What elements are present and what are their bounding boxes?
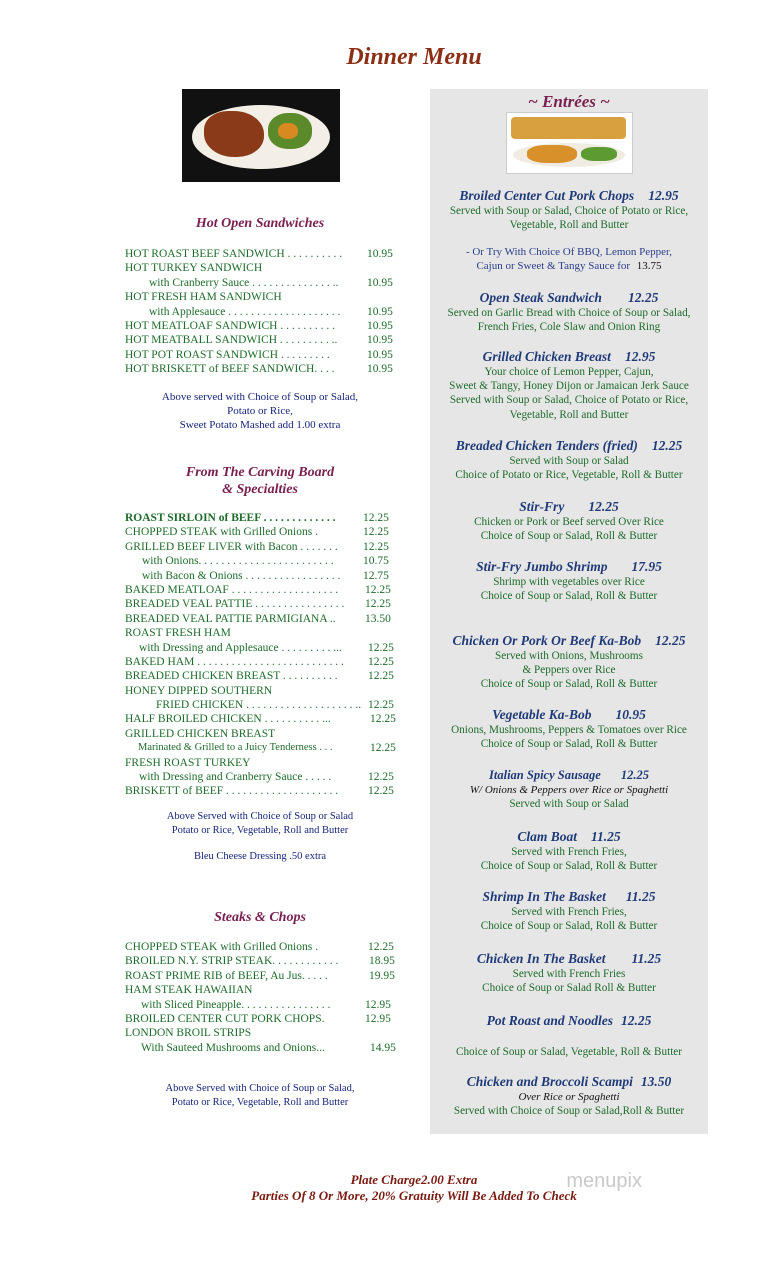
list-item: HOT TURKEY SANDWICH bbox=[125, 262, 263, 275]
list-item: HAM STEAK HAWAIIAN bbox=[125, 984, 253, 997]
list-item: FRIED CHICKEN . . . . . . . . . . . . . . . . . . . .. 12.25 bbox=[156, 699, 394, 712]
carving-note: Above Served with Choice of Soup or Salad Potato or Rice, Vegetable, Roll and Butter bbox=[166, 811, 354, 836]
list-item: HOT POT ROAST SANDWICH . . . . . . . . . 10.95 bbox=[125, 348, 393, 361]
list-item: BREADED VEAL PATTIE . . . . . . . . . . . . . . . . 12.25 bbox=[125, 598, 391, 611]
bleu-cheese-note: Bleu Cheese Dressing .50 extra bbox=[193, 851, 327, 862]
list-item: ROAST FRESH HAM bbox=[125, 627, 231, 640]
list-item: BROILED N.Y. STRIP STEAK. . . . . . . . . . . . 18.95 bbox=[125, 955, 395, 968]
hot-open-note: Above served with Choice of Soup or Salad, Potato or Rice, Sweet Potato Mashed add 1.00 extra bbox=[161, 391, 359, 431]
list-item: BAKED HAM . . . . . . . . . . . . . . . . . . . . . . . . . . 12.25 bbox=[125, 655, 394, 668]
steaks-heading: Steaks & Chops bbox=[214, 910, 306, 925]
list-item: GRILLED CHICKEN BREAST bbox=[125, 727, 276, 740]
list-item: HOT MEATLOAF SANDWICH . . . . . . . . . . 10.95 bbox=[125, 319, 393, 332]
list-item: Marinated & Grilled to a Juicy Tenderness . . . 12.25 bbox=[138, 742, 396, 755]
plate-charge-note: Plate Charge2.00 Extra bbox=[350, 1172, 478, 1187]
entrees-photo bbox=[506, 112, 633, 174]
steaks-list bbox=[125, 940, 400, 1055]
entree-italian-sausage: Italian Spicy Sausage 12.25 W/ Onions & Peppers over Rice or Spaghetti Served with Soup or Salad bbox=[469, 768, 669, 810]
entree-chicken-tenders: Breaded Chicken Tenders (fried) 12.25 Served with Soup or Salad Choice of Potato or Rice, Vegetable, Roll & Butter bbox=[455, 438, 683, 482]
list-item: HOT FRESH HAM SANDWICH bbox=[125, 291, 282, 304]
gratuity-note: Parties Of 8 Or More, 20% Gratuity Will Be Added To Check bbox=[251, 1188, 577, 1203]
list-item: LONDON BROIL STRIPS bbox=[125, 1027, 252, 1040]
page-title: Dinner Menu bbox=[346, 44, 482, 70]
list-item: with Dressing and Cranberry Sauce . . . . . 12.25 bbox=[139, 771, 394, 784]
list-item: with Cranberry Sauce . . . . . . . . . . . . . . .. 10.95 bbox=[149, 276, 393, 289]
list-item: with Dressing and Applesauce . . . . . . . . . ... 12.25 bbox=[139, 641, 394, 654]
list-item: With Sauteed Mushrooms and Onions... 14.95 bbox=[141, 1041, 396, 1054]
watermark: menupix bbox=[566, 1170, 642, 1192]
entree-shrimp-basket: Shrimp In The Basket 11.25 Served with French Fries, Choice of Soup or Salad, Roll & Butter bbox=[480, 889, 658, 933]
carving-heading: From The Carving Board & Specialties bbox=[185, 465, 335, 497]
entrees-heading: ~ Entrées ~ bbox=[528, 92, 610, 111]
list-item: ROAST PRIME RIB of BEEF, Au Jus. . . . . 19.95 bbox=[125, 969, 395, 982]
list-item: CHOPPED STEAK with Grilled Onions . 12.25 bbox=[125, 941, 394, 953]
entree-broccoli-scampi: Chicken and Broccoli Scampi 13.50 Over Rice or Spaghetti Served with Choice of Soup or Salad,Roll & Butter bbox=[453, 1074, 685, 1117]
list-item: with Applesauce . . . . . . . . . . . . . . . . . . . . 10.95 bbox=[149, 305, 393, 318]
list-item: HOT ROAST BEEF SANDWICH . . . . . . . . . . 10.95 bbox=[125, 248, 393, 260]
list-item: ROAST SIRLOIN of BEEF . . . . . . . . . . . . . 12.25 bbox=[125, 512, 389, 524]
list-item: with Onions. . . . . . . . . . . . . . . . . . . . . . . . 10.75 bbox=[142, 555, 389, 568]
list-item: CHOPPED STEAK with Grilled Onions . 12.25 bbox=[125, 526, 389, 539]
steaks-note: Above Served with Choice of Soup or Salad, Potato or Rice, Vegetable, Roll and Butter bbox=[165, 1083, 355, 1108]
list-item: HALF BROILED CHICKEN . . . . . . . . . . ... 12.25 bbox=[125, 713, 396, 726]
dinner-photo bbox=[182, 89, 340, 182]
list-item: GRILLED BEEF LIVER with Bacon . . . . . . . 12.25 bbox=[125, 540, 389, 553]
entree-pork-chops: Broiled Center Cut Pork Chops 12.95 Served with Soup or Salad, Choice of Potato or Rice, Vegetable, Roll and Butter bbox=[449, 188, 689, 232]
entree-grilled-chicken: Grilled Chicken Breast 12.95 Your choice of Lemon Pepper, Cajun, Sweet & Tangy, Honey Dijon or Jamaican Jerk Sauce Served with Soup or Salad, Choice of Potato or Rice, Vegetable, Roll and Butter bbox=[449, 349, 689, 421]
list-item: HOT MEATBALL SANDWICH . . . . . . . . . .. 10.95 bbox=[125, 334, 393, 347]
list-item: BROILED CENTER CUT PORK CHOPS. 12.95 bbox=[125, 1012, 391, 1025]
carving-list bbox=[125, 511, 400, 799]
list-item: BAKED MEATLOAF . . . . . . . . . . . . . . . . . . . 12.25 bbox=[125, 583, 391, 596]
entree-vegetable-ka-bob: Vegetable Ka-Bob 10.95 Onions, Mushrooms, Peppers & Tomatoes over Rice Choice of Soup or Salad, Roll & Butter bbox=[451, 707, 687, 751]
list-item: HOT BRISKETT of BEEF SANDWICH. . . . 10.95 bbox=[125, 363, 393, 376]
list-item: BRISKETT of BEEF . . . . . . . . . . . . . . . . . . . . 12.25 bbox=[125, 785, 394, 798]
entree-chicken-basket: Chicken In The Basket 11.25 Served with French Fries Choice of Soup or Salad Roll & Butter bbox=[476, 951, 662, 995]
list-item: FRESH ROAST TURKEY bbox=[125, 756, 251, 769]
entree-open-steak: Open Steak Sandwich 12.25 Served on Garlic Bread with Choice of Soup or Salad, French Fries, Cole Slaw and Onion Ring bbox=[447, 290, 691, 334]
list-item: BREADED VEAL PATTIE PARMIGIANA .. 13.50 bbox=[125, 612, 391, 625]
entree-ka-bob: Chicken Or Pork Or Beef Ka-Bob 12.25 Served with Onions, Mushrooms & Peppers over Rice Choice of Soup or Salad, Roll & Butter bbox=[452, 633, 686, 691]
list-item: BREADED CHICKEN BREAST . . . . . . . . . . 12.25 bbox=[125, 670, 394, 683]
entree-stir-fry-shrimp: Stir-Fry Jumbo Shrimp 17.95 Shrimp with vegetables over Rice Choice of Soup or Salad, Roll & Butter bbox=[476, 559, 662, 603]
list-item: with Sliced Pineapple. . . . . . . . . . . . . . . . 12.95 bbox=[141, 998, 391, 1011]
hot-open-heading: Hot Open Sandwiches bbox=[195, 216, 325, 231]
entree-stir-fry: Stir-Fry 12.25 Chicken or Pork or Beef served Over Rice Choice of Soup or Salad, Roll & Butter bbox=[474, 499, 664, 543]
list-item: HONEY DIPPED SOUTHERN bbox=[125, 684, 273, 697]
entree-pot-roast: Pot Roast and Noodles 12.25 Choice of Soup or Salad, Vegetable, Roll & Butter bbox=[456, 1013, 682, 1058]
list-item: with Bacon & Onions . . . . . . . . . . . . . . . . . 12.75 bbox=[142, 569, 389, 582]
entree-clam-boat: Clam Boat 11.25 Served with French Fries, Choice of Soup or Salad, Roll & Butter bbox=[480, 829, 658, 873]
pork-chop-sauce-options: - Or Try With Choice Of BBQ, Lemon Pepper, Cajun or Sweet & Tangy Sauce for 13.75 bbox=[465, 246, 673, 272]
hot-open-list bbox=[125, 247, 400, 377]
